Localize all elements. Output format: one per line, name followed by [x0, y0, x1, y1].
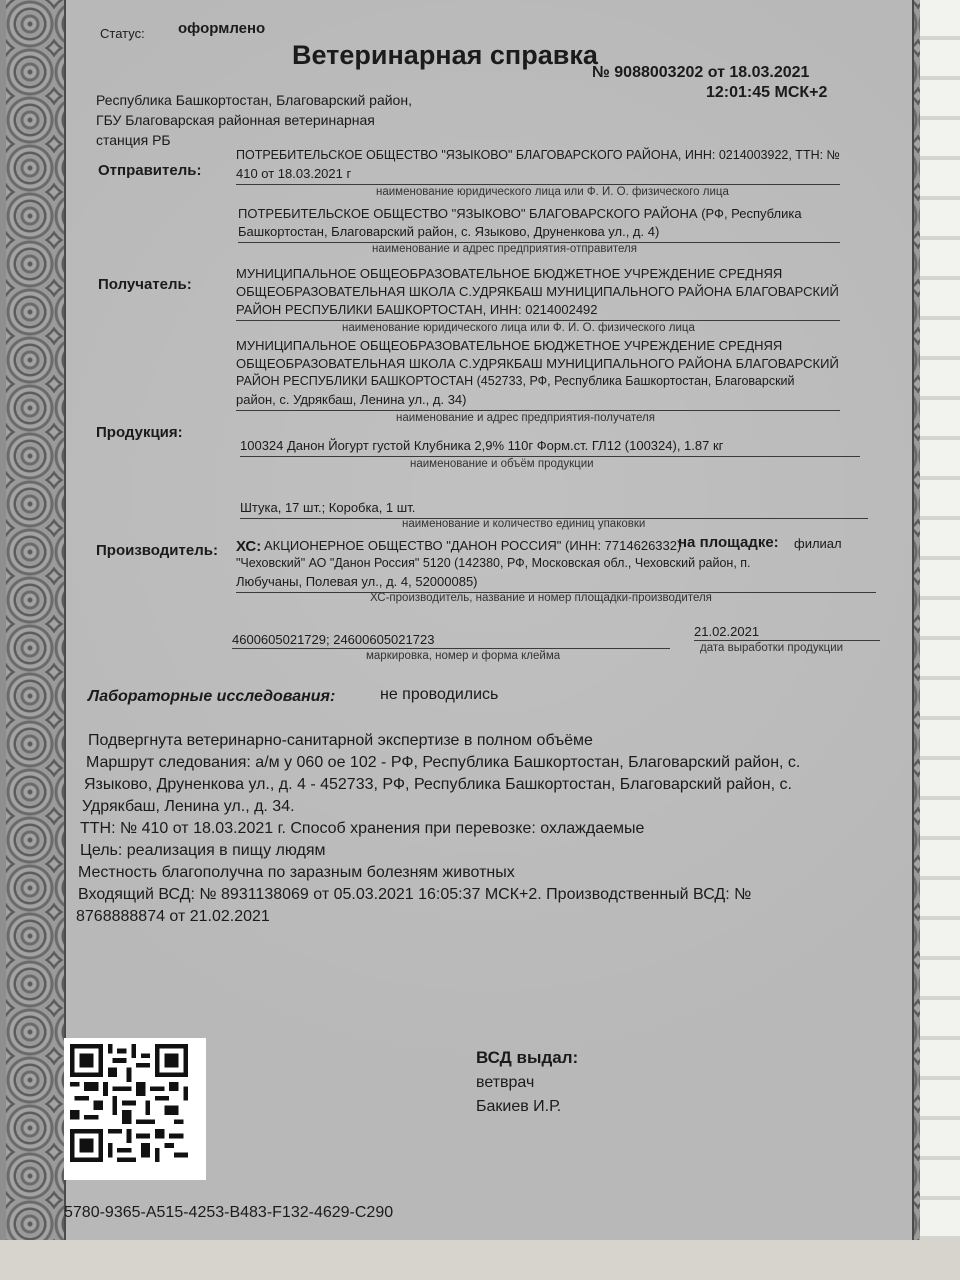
note-line-2: Маршрут следования: а/м у 060 ое 102 - РФ, Республика Башкортостан, Благоварский район, с.	[86, 754, 801, 771]
producer-line-3: Любучаны, Полевая ул., д. 4, 52000085)	[236, 574, 478, 589]
recipient-label: Получатель:	[98, 276, 192, 293]
recipient-name-line-1: МУНИЦИПАЛЬНОЕ ОБЩЕОБРАЗОВАТЕЛЬНОЕ БЮДЖЕТНОЕ УЧРЕЖДЕНИЕ СРЕДНЯЯ	[236, 266, 783, 281]
note-line-6: Цель: реализация в пищу людям	[80, 842, 326, 859]
producer-site-label: на площадке:	[678, 534, 779, 551]
recipient-address-line-1: МУНИЦИПАЛЬНОЕ ОБЩЕОБРАЗОВАТЕЛЬНОЕ БЮДЖЕТНОЕ УЧРЕЖДЕНИЕ СРЕДНЯЯ	[236, 338, 783, 353]
product-label: Продукция:	[96, 424, 183, 441]
producer-label: Производитель:	[96, 542, 218, 559]
sender-address-line-2: Башкортостан, Благоварский район, с. Языково, Друненкова ул., д. 4)	[238, 224, 660, 239]
issuer-line-2: ГБУ Благоварская районная ветеринарная	[96, 112, 375, 128]
producer-line-1-tail: филиал	[794, 536, 842, 551]
recipient-name-line-2: ОБЩЕОБРАЗОВАТЕЛЬНАЯ ШКОЛА С.УДРЯКБАШ МУНИЦИПАЛЬНОГО РАЙОНА БЛАГОВАРСКИЙ	[236, 284, 839, 299]
sender-name-hint: наименование юридического лица или Ф. И. О. физического лица	[376, 186, 729, 198]
sender-address-hint: наименование и адрес предприятия-отправителя	[372, 243, 637, 255]
production-date-hint: дата выработки продукции	[700, 642, 844, 654]
marking-value: 4600605021729; 24600605021723	[232, 632, 435, 647]
document-title: Ветеринарная справка	[292, 40, 598, 70]
sender-address-line-1: ПОТРЕБИТЕЛЬСКОЕ ОБЩЕСТВО "ЯЗЫКОВО" БЛАГОВАРСКОГО РАЙОНА (РФ, Республика	[238, 206, 802, 221]
lab-value: не проводились	[380, 686, 499, 703]
note-line-7: Местность благополучна по заразным болезням животных	[78, 864, 515, 881]
producer-line-2: "Чеховский" АО "Данон Россия" 5120 (142380, РФ, Московская обл., Чеховский район, п.	[236, 556, 751, 570]
recipient-address-line-3: РАЙОН РЕСПУБЛИКИ БАШКОРТОСТАН (452733, РФ, Республика Башкортостан, Благоварский	[236, 374, 795, 388]
sender-name-underline	[236, 184, 840, 185]
product-underline	[240, 456, 860, 457]
sender-name-line-1: ПОТРЕБИТЕЛЬСКОЕ ОБЩЕСТВО "ЯЗЫКОВО" БЛАГОВАРСКОГО РАЙОНА, ИНН: 0214003922, ТТН: №	[236, 148, 840, 162]
recipient-name-underline	[236, 320, 840, 321]
recipient-address-line-2: ОБЩЕОБРАЗОВАТЕЛЬНАЯ ШКОЛА С.УДРЯКБАШ МУНИЦИПАЛЬНОГО РАЙОНА БЛАГОВАРСКИЙ	[236, 356, 839, 371]
producer-hint: ХС-производитель, название и номер площадки-производителя	[370, 592, 712, 604]
product-value: 100324 Данон Йогурт густой Клубника 2,9% 110г Форм.ст. ГЛ12 (100324), 1.87 кг	[240, 438, 724, 453]
issued-by-role: ветврач	[476, 1074, 535, 1091]
recipient-name-hint: наименование юридического лица или Ф. И. О. физического лица	[342, 322, 695, 334]
production-date: 21.02.2021	[694, 624, 760, 639]
certificate-time: 12:01:45 МСК+2	[706, 84, 828, 101]
production-date-underline	[694, 640, 880, 641]
recipient-address-hint: наименование и адрес предприятия-получателя	[396, 412, 655, 424]
note-line-3: Языково, Друненкова ул., д. 4 - 452733, РФ, Республика Башкортостан, Благоварский район, с.	[84, 776, 792, 793]
issued-by-name: Бакиев И.Р.	[476, 1098, 562, 1115]
recipient-name-line-3: РАЙОН РЕСПУБЛИКИ БАШКОРТОСТАН, ИНН: 0214002492	[236, 302, 598, 317]
packaging-hint: наименование и количество единиц упаковки	[402, 518, 646, 530]
marking-hint: маркировка, номер и форма клейма	[366, 650, 561, 662]
certificate-number: № 9088003202 от 18.03.2021	[592, 64, 810, 81]
producer-line-1: АКЦИОНЕРНОЕ ОБЩЕСТВО "ДАНОН РОССИЯ" (ИНН: 7714626332)	[264, 538, 682, 553]
note-line-1: Подвергнута ветеринарно-санитарной экспертизе в полном объёме	[88, 732, 593, 749]
status-label: Статус:	[100, 26, 145, 41]
marking-underline	[232, 648, 670, 649]
sender-label: Отправитель:	[98, 162, 202, 179]
sender-name-line-2: 410 от 18.03.2021 г	[236, 166, 352, 181]
producer-xc-label: ХС:	[236, 538, 262, 555]
issuer-line-1: Республика Башкортостан, Благоварский район,	[96, 92, 412, 108]
document-uuid: 5780-9365-A515-4253-B483-F132-4629-C290	[64, 1204, 394, 1221]
packaging-value: Штука, 17 шт.; Коробка, 1 шт.	[240, 500, 416, 515]
perforated-edge	[920, 0, 960, 1280]
note-line-8: Входящий ВСД: № 8931138069 от 05.03.2021 16:05:37 МСК+2. Производственный ВСД: №	[78, 886, 752, 903]
qr-code-graphic	[70, 1044, 188, 1162]
status-value: оформлено	[178, 20, 266, 37]
recipient-address-underline	[236, 410, 840, 411]
table-surface	[0, 1240, 960, 1280]
issued-by-label: ВСД выдал:	[476, 1048, 579, 1067]
note-line-9: 8768888874 от 21.02.2021	[76, 908, 270, 925]
lab-label: Лабораторные исследования:	[88, 688, 336, 705]
recipient-address-line-4: район, с. Удрякбаш, Ленина ул., д. 34)	[236, 392, 467, 407]
product-hint: наименование и объём продукции	[410, 458, 594, 470]
note-line-5: ТТН: № 410 от 18.03.2021 г. Способ хранения при перевозке: охлаждаемые	[80, 820, 645, 837]
note-line-4: Удрякбаш, Ленина ул., д. 34.	[82, 798, 295, 815]
qr-code-icon	[64, 1038, 206, 1180]
issuer-line-3: станция РБ	[96, 132, 171, 148]
